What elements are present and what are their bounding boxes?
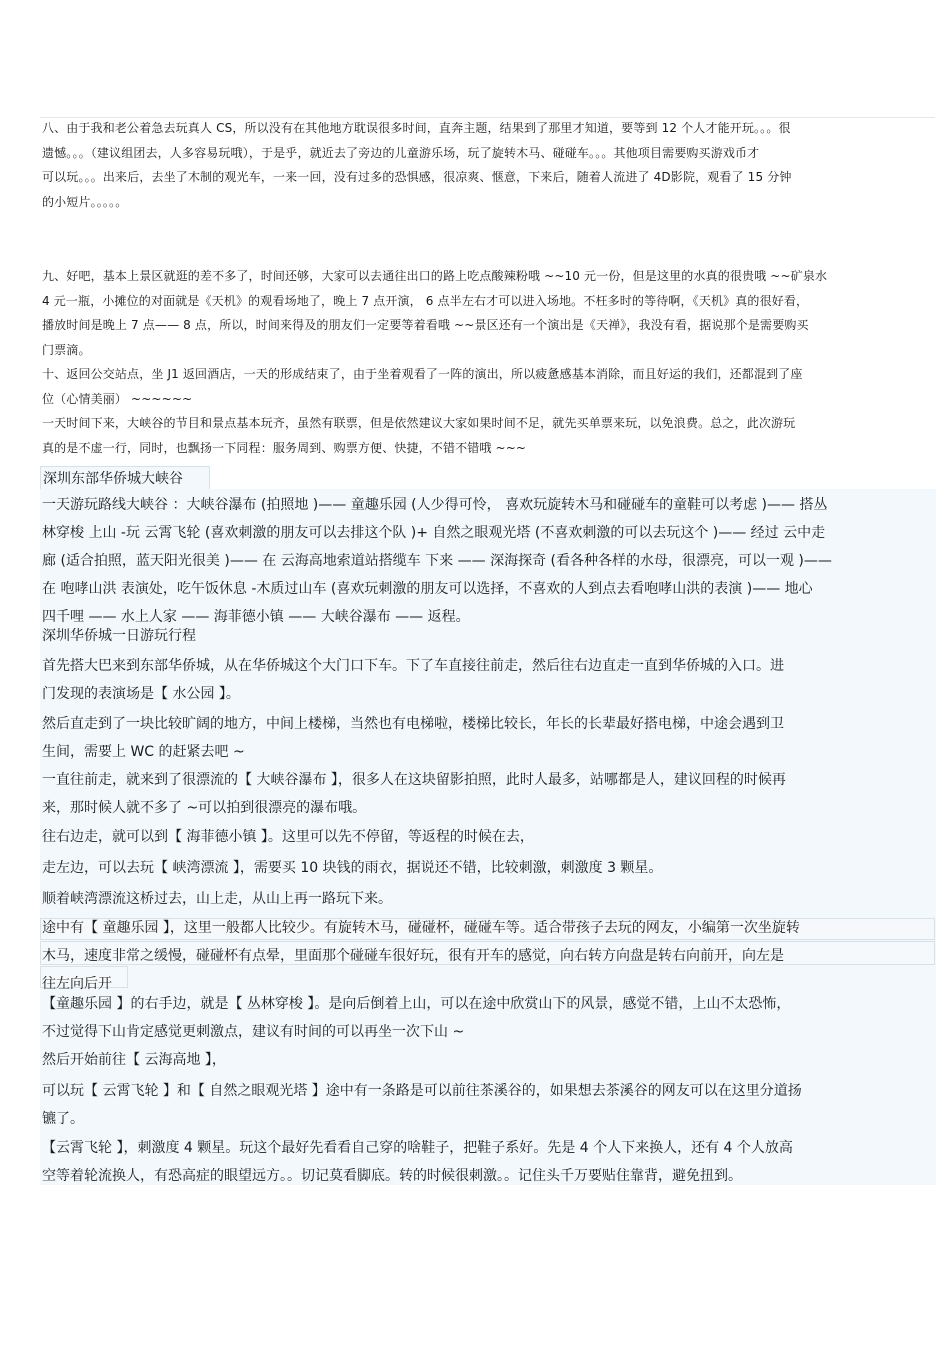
paragraph-line: 生间，需要上 WC 的赶紧去吧 ~	[42, 744, 245, 760]
paragraph-line: 的小短片。。。。。	[42, 194, 128, 209]
paragraph-line: 播放时间是晚上 7 点—— 8 点，所以，时间来得及的朋友们一定要等着看哦 ~~景区还有一个演出是《天禅》，我没有看，据说那个是需要购买	[42, 318, 809, 332]
itinerary-section	[42, 1134, 935, 1190]
paragraph-line: 【云霄飞轮 】，刺激度 4 颗星。玩这个最好先看看自己穿的啥鞋子，把鞋子系好。先是 4 个人下来换人，还有 4 个人放高	[42, 1140, 793, 1156]
paragraph-line: 顺着峡湾漂流这桥过去，山上走，从山上再一路玩下来。	[42, 891, 392, 907]
paragraph-line: 途中有【 童趣乐园 】，这里一般都人比较少。有旋转木马，碰碰杯，碰碰车等。适合带孩子去玩的网友，小编第一次坐旋转	[42, 920, 800, 936]
itinerary-section	[42, 823, 935, 851]
paragraph-line: 不过觉得下山肯定感觉更刺激点，建议有时间的可以再坐一次下山 ~	[42, 1024, 465, 1040]
paragraph-line: 一天时间下来，大峡谷的节目和景点基本玩齐，虽然有联票，但是依然建议大家如果时间不足，就先买单票来玩，以免浪费。总之，此次游玩	[42, 416, 796, 430]
paragraph-line: 遗憾。。。（建议组团去，人多容易玩哦），于是乎，就近去了旁边的儿童游乐场，玩了旋转木马、碰碰车。。。其他项目需要购买游戏币才	[42, 145, 760, 160]
paragraph-line: 来，那时候人就不多了 ~可以拍到很漂亮的瀑布哦。	[42, 800, 367, 816]
paragraph-line: 空等着轮流换人，有恐高症的眼望远方。。切记莫看脚底。转的时候很刺激。。记住头千万要贴住靠背，避免扭到。	[42, 1168, 742, 1184]
paragraph-line: 一直往前走，就来到了很漂流的【 大峡谷瀑布 】，很多人在这块留影拍照，此时人最多，站哪都是人，建议回程的时候再	[42, 772, 786, 788]
section-heading: 深圳东部华侨城大峡谷	[40, 466, 210, 490]
paragraph-line: 八、由于我和老公着急去玩真人 CS，所以没有在其他地方耽误很多时间，直奔主题，结果到了那里才知道，要等到 12 个人才能开玩。。。很	[42, 121, 791, 135]
itinerary-section	[42, 990, 935, 1046]
paragraph-line: 九、好吧，基本上景区就逛的差不多了，时间还够，大家可以去通往出口的路上吃点酸辣粉哦 ~~10 元一份，但是这里的水真的很贵哦 ~~矿泉水	[42, 269, 828, 283]
paragraph-line: 在 咆哮山洪 表演处，吃午饭休息 -木质过山车 (喜欢玩刺激的朋友可以选择，不喜欢的人到点去看咆哮山洪的表演 )—— 地心	[42, 581, 813, 597]
paragraph-line: 往右边走，就可以到【 海菲德小镇 】。这里可以先不停留，等返程的时候在去，	[42, 829, 534, 845]
paragraph-line: 木马，速度非常之缓慢，碰碰杯有点晕，里面那个碰碰车很好玩，很有开车的感觉，向右转方向盘是转右向前开，向左是	[42, 948, 784, 964]
paragraph-line: 镳了。	[42, 1111, 84, 1127]
route-paragraph	[42, 491, 935, 631]
paragraph-line: 4 元一瓶，小摊位的对面就是《天机》的观看场地了，晚上 7 点开演， 6 点半左右才可以进入场地。不枉多时的等待啊，《天机》真的很好看，	[42, 293, 809, 308]
paragraph-line: 十、返回公交站点，坐 J1 返回酒店，一天的形成结束了，由于坐着观看了一阵的演出，所以疲惫感基本消除，而且好运的我们，还都混到了座	[42, 367, 803, 381]
paragraph-line: 然后开始前往【 云海高地 】，	[42, 1052, 226, 1068]
paragraph-line: 然后直走到了一块比较旷阔的地方，中间上楼梯，当然也有电梯啦，楼梯比较长，年长的长辈最好搭电梯，中途会遇到卫	[42, 716, 784, 732]
itinerary-section	[42, 885, 935, 913]
section-eight	[42, 116, 935, 214]
paragraph-line: 门发现的表演场是【 水公园 】。	[42, 686, 240, 702]
paragraph-line: 林穿梭 上山 -玩 云霄飞轮 (喜欢刺激的朋友可以去排这个队 )+ 自然之眼观光塔 (不喜欢刺激的可以去玩这个 )—— 经过 云中走	[42, 525, 826, 541]
paragraph-line: 可以玩。。。出来后，去坐了木制的观光车，一来一回，没有过多的恐惧感，很凉爽、惬意，下来后，随着人流进了 4D影院，观看了 15 分钟	[42, 170, 792, 184]
paragraph-line: 首先搭大巴来到东部华侨城，从在华侨城这个大门口下车。下了车直接往前走，然后往右边直走一直到华侨城的入口。进	[42, 658, 784, 674]
paragraph-line: 四千哩 —— 水上人家 —— 海菲德小镇 —— 大峡谷瀑布 —— 返程。	[42, 609, 470, 625]
paragraph-line: 门票滴。	[42, 342, 91, 357]
itinerary-section	[42, 854, 935, 882]
itinerary-section	[42, 710, 935, 766]
boxed-paragraph	[42, 914, 935, 998]
paragraph-line: 走左边，可以去玩【 峡湾漂流 】，需要买 10 块钱的雨衣，据说还不错，比较刺激，刺激度 3 颗星。	[42, 860, 663, 876]
paragraph-line: 廊 (适合拍照，蓝天阳光很美 )—— 在 云海高地索道站搭缆车 下来 —— 深海探奇 (看各种各样的水母，很漂亮，可以一观 )——	[42, 553, 832, 569]
paragraph-line: 【童趣乐园 】的右手边，就是【 丛林穿梭 】。是向后倒着上山，可以在途中欣赏山下的风景，感觉不错，上山不太恐怖，	[42, 996, 791, 1012]
paragraph-line: 往左向后开	[42, 976, 112, 992]
paragraph-line: 一天游玩路线大峡谷 ：大峡谷瀑布 (拍照地 )—— 童趣乐园 (人少得可怜， 喜欢玩旋转木马和碰碰车的童鞋可以考虑 )—— 搭丛	[42, 497, 828, 513]
paragraph-line: 可以玩【 云霄飞轮 】和【 自然之眼观光塔 】途中有一条路是可以前往茶溪谷的，如果想去茶溪谷的网友可以在这里分道扬	[42, 1083, 802, 1099]
paragraph-line: 真的是不虚一行，同时，也飘扬一下同程：服务周到、购票方便、快捷，不错不错哦 ~~~	[42, 440, 527, 455]
paragraph-line: 位（心情美丽） ~~~~~~	[42, 391, 193, 406]
itinerary-section	[42, 766, 935, 822]
itinerary-section	[42, 1077, 935, 1133]
itinerary-heading: 深圳华侨城一日游玩行程	[42, 628, 196, 644]
itinerary-title	[42, 622, 935, 650]
section-nine-ten	[42, 264, 935, 460]
itinerary-section	[42, 1046, 935, 1074]
itinerary-section	[42, 652, 935, 708]
